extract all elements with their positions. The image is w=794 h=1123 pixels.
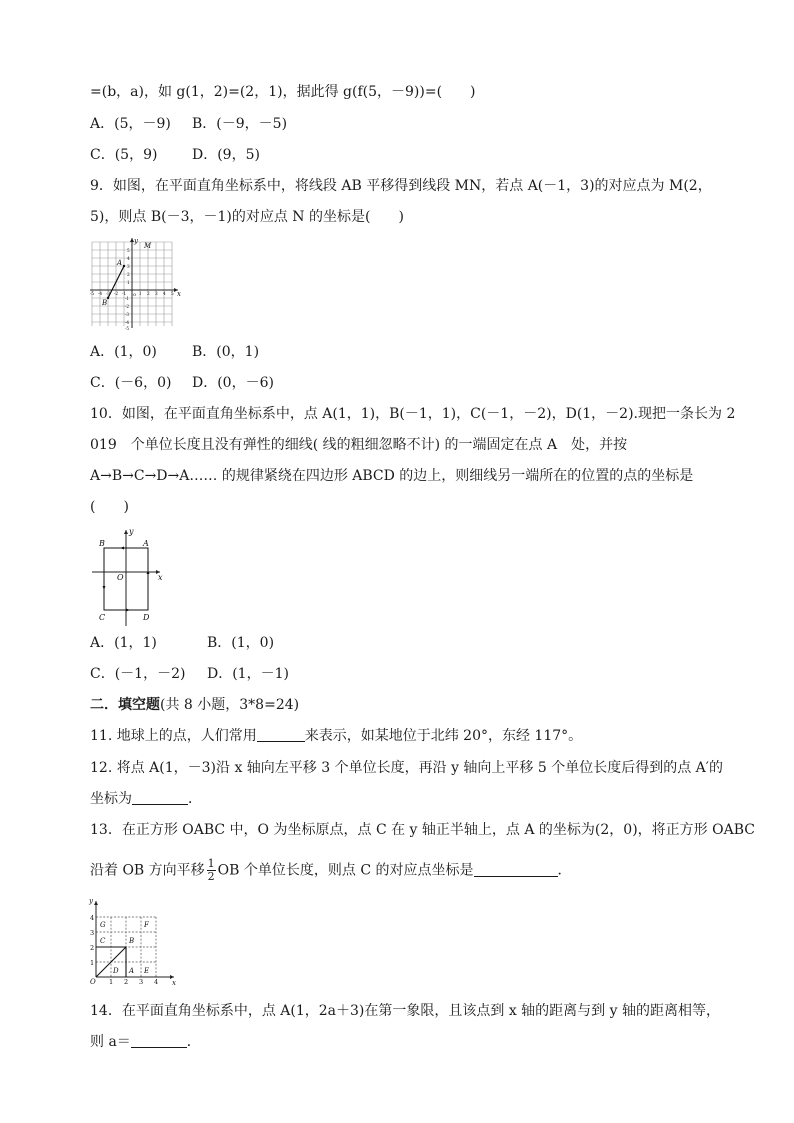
q13-label-f: F: [144, 921, 149, 929]
q9-y-tick: 3: [127, 264, 130, 269]
q11-stem: [90, 726, 582, 746]
q9-y-tick: -1: [125, 296, 130, 301]
q9-x-tick: 1: [139, 291, 142, 296]
q13-label-y: y: [89, 897, 93, 905]
q13-text-before: 沿着 OB 方向平移: [90, 862, 205, 879]
section-2-heading: [90, 695, 299, 715]
q10-label-b: B: [99, 539, 105, 548]
q14-text-before: 则 a＝: [90, 1034, 131, 1050]
q8-option-c: C．(5，9): [90, 147, 158, 163]
q13-square-figure: [86, 893, 182, 985]
q12-stem-line2: [90, 789, 202, 809]
q12-text-after: ．: [188, 791, 202, 807]
q9-y-tick: -2: [125, 304, 130, 309]
q9-y-tick: 5: [127, 248, 130, 253]
q9-y-tick: -4: [125, 320, 130, 325]
q13-label-x: x: [172, 979, 176, 985]
q10-label-d: D: [143, 613, 150, 622]
q12-answer-blank[interactable]: [132, 790, 188, 805]
q9-x-tick: 5: [171, 291, 174, 296]
q9-label-m: M: [144, 242, 152, 250]
q9-axis-y-label: y: [134, 237, 138, 245]
q10-label-o: O: [117, 573, 124, 582]
section-2-note: (共 8 小题，3*8=24): [160, 697, 300, 713]
q11-text-after: 来表示，如某地位于北纬 20°，东经 117°。: [304, 728, 583, 744]
q9-axis-x-label: x: [177, 290, 181, 298]
q13-y-tick: 3: [90, 929, 95, 937]
q9-x-tick: 2: [147, 291, 150, 296]
q10-label-c: C: [99, 613, 106, 622]
q10-label-x: x: [158, 573, 163, 582]
q9-stem-line1: 9．如图，在平面直角坐标系中，将线段 AB 平移得到线段 MN，若点 A(－1，3)的对应点为 M(2，: [90, 178, 712, 194]
q9-x-tick: 4: [163, 291, 166, 296]
q8-option-a: A．(5，－9): [90, 116, 171, 132]
q9-x-tick: 3: [155, 291, 158, 296]
q9-y-tick: -5: [125, 326, 130, 330]
q13-label-c: C: [100, 937, 106, 945]
q9-option-d: D．(0，－6): [192, 375, 274, 391]
q9-coordinate-figure: [88, 236, 186, 330]
q13-label-d: D: [113, 967, 119, 975]
q14-answer-blank[interactable]: [131, 1033, 187, 1048]
q13-stem-line1: 13．在正方形 OABC 中，O 为坐标原点，点 C 在 y 轴正半轴上，点 A 的坐标为(2，0)，将正方形 OABC: [90, 822, 755, 838]
q14-stem-line1: 14．在平面直角坐标系中，点 A(1，2a＋3)在第一象限，且该点到 x 轴的距离与到 y 轴的距离相等，: [90, 1003, 720, 1019]
q10-option-d: D．(1，－1): [207, 666, 289, 682]
q13-x-tick: 1: [109, 978, 114, 985]
q13-answer-blank[interactable]: [474, 862, 558, 877]
q10-label-a: A: [143, 539, 149, 548]
q10-stem-line1: 10．如图，在平面直角坐标系中，点 A(1，1)，B(－1，1)，C(－1，－2)，D(1，－2).现把一条长为 2: [90, 406, 736, 422]
q13-label-o: O: [90, 978, 96, 985]
q9-y-tick: 2: [127, 272, 130, 277]
q13-label-e: E: [144, 967, 150, 975]
q13-text-mid: OB 个单位长度，则点 C 的对应点坐标是: [217, 862, 474, 879]
q9-y-tick: 4: [127, 256, 130, 261]
q13-y-tick: 1: [90, 959, 95, 967]
q13-stem-line2: [90, 858, 572, 883]
q10-rectangle-figure: [88, 526, 168, 630]
q14-stem-line2: [90, 1032, 201, 1052]
q13-y-tick: 4: [90, 914, 95, 922]
q10-option-b: B．(1，0): [207, 635, 275, 651]
q9-y-tick: -3: [125, 312, 130, 317]
q9-x-tick: -4: [98, 291, 103, 296]
q8-option-b: B．(－9，－5): [192, 116, 288, 132]
q10-option-c: C．(－1，－2): [90, 666, 186, 682]
q10-label-y: y: [129, 527, 134, 536]
q9-option-a: A．(1，0): [90, 344, 157, 360]
q9-x-tick: -5: [90, 291, 95, 296]
q11-text-before: 11. 地球上的点，人们常用: [90, 728, 257, 744]
q9-option-c: C．(－6，0): [90, 375, 172, 391]
q12-text-before: 坐标为: [90, 791, 132, 807]
q13-label-b: B: [129, 937, 135, 945]
q13-y-tick: 2: [90, 944, 95, 952]
q13-fraction-numerator: 1: [207, 857, 215, 870]
q9-y-tick: 1: [127, 280, 130, 285]
q9-stem-line2: 5)，则点 B(－3，－1)的对应点 N 的坐标是( ): [90, 209, 404, 225]
q13-x-tick: 2: [124, 978, 129, 985]
q9-x-tick: -2: [114, 291, 119, 296]
q13-label-a: A: [129, 967, 135, 975]
q13-x-tick: 4: [154, 978, 159, 985]
q10-stem-line4: ( ): [90, 499, 129, 515]
section-2-label: 二．填空题: [90, 697, 160, 713]
q9-x-tick: -3: [106, 291, 111, 296]
q11-answer-blank[interactable]: [257, 727, 305, 742]
q10-stem-line2: 019 个单位长度且没有弹性的细线( 线的粗细忽略不计) 的一端固定在点 A 处，并按: [90, 437, 628, 453]
q13-text-after: ．: [557, 862, 572, 879]
q10-option-a: A．(1，1): [90, 635, 157, 651]
q13-fraction: [207, 858, 216, 883]
q12-stem-line1: 12. 将点 A(1，－3)沿 x 轴向左平移 3 个单位长度，再沿 y 轴向上平移 5 个单位长度后得到的点 A′的: [90, 760, 723, 776]
q13-fraction-denominator: 2: [207, 870, 215, 883]
q13-label-g: G: [100, 921, 106, 929]
q9-label-a: A: [117, 259, 123, 267]
q14-text-after: ．: [186, 1034, 201, 1050]
q9-option-b: B．(0，1): [192, 344, 260, 360]
q9-label-b: B: [102, 299, 108, 307]
q9-x-tick: -1: [122, 291, 127, 296]
q10-stem-line3: A→B→C→D→A…… 的规律紧绕在四边形 ABCD 的边上，则细线另一端所在的位置的点的坐标是: [90, 468, 694, 484]
q9-origin-label: O: [133, 292, 137, 297]
q8-option-d: D．(9，5): [192, 147, 260, 163]
q13-x-tick: 3: [139, 978, 144, 985]
q8-stem-tail: =(b，a)，如 g(1，2)=(2，1)，据此得 g(f(5，－9))=( ): [90, 84, 476, 100]
